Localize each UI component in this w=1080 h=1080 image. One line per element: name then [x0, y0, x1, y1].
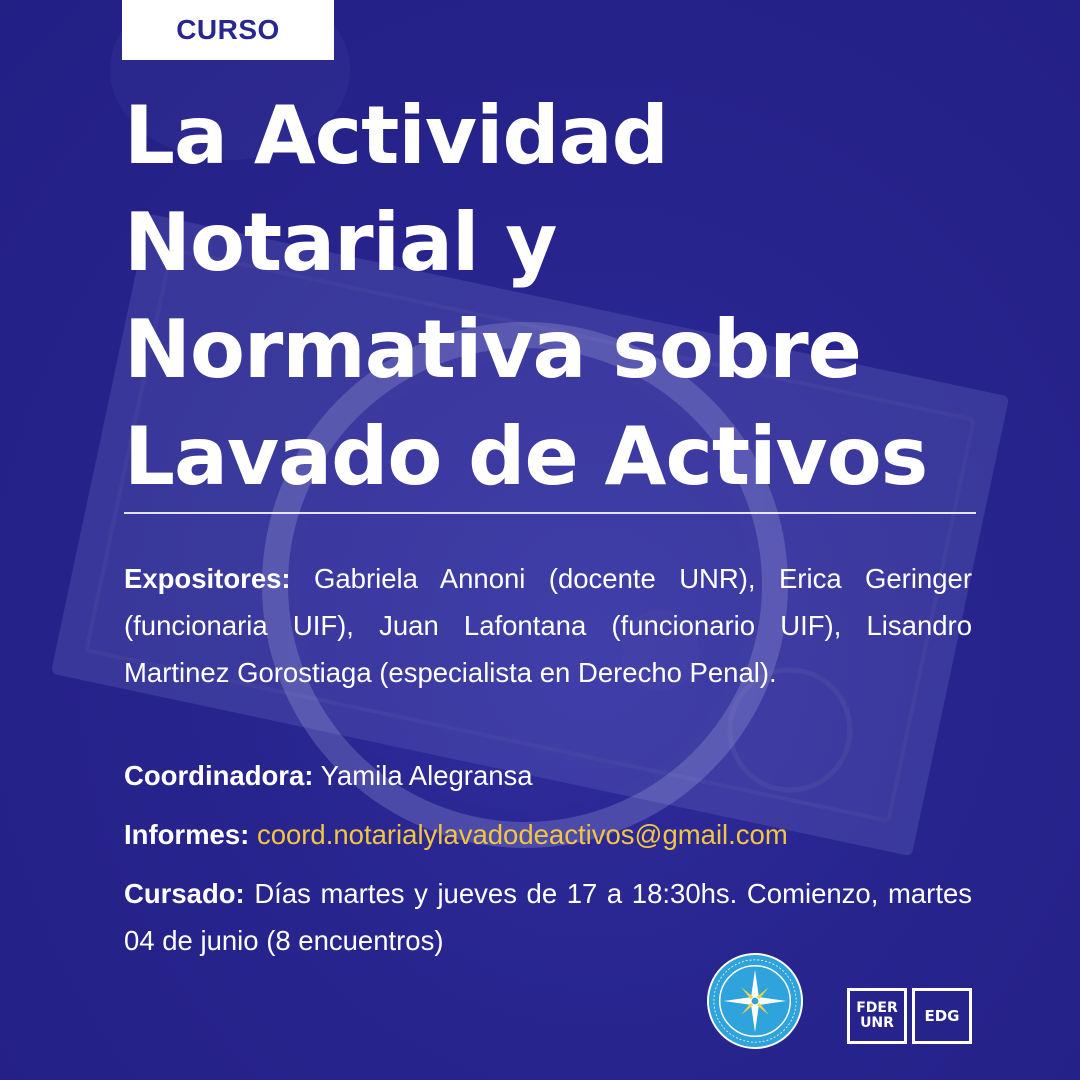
title-line: La Actividad [124, 89, 668, 182]
course-title [124, 82, 1024, 510]
edg-logo-text: EDG [924, 1006, 960, 1025]
coordinadora-section [124, 752, 972, 799]
fder-unr-logo [847, 988, 907, 1044]
title-line: Normativa sobre [124, 303, 861, 396]
informes-section [124, 811, 972, 858]
cursado-section [124, 870, 972, 964]
title-line: Lavado de Activos [124, 410, 928, 503]
expositores-section [124, 555, 972, 696]
informes-label: Informes: [124, 819, 250, 850]
course-tag: CURSO [122, 0, 334, 60]
edg-logo [912, 988, 972, 1044]
contact-email-link[interactable]: coord.notarialylavadodeactivos@gmail.com [256, 819, 788, 850]
coordinadora-text: Yamila Alegransa [320, 760, 533, 791]
expositores-label: Expositores: [124, 563, 291, 594]
uif-seal-logo [706, 952, 804, 1050]
fder-logo-line: FDER [856, 1000, 898, 1016]
unr-logo-line: UNR [860, 1015, 894, 1031]
coordinadora-label: Coordinadora: [124, 760, 314, 791]
cursado-text: Días martes y jueves de 17 a 18:30hs. Comienzo, martes 04 de junio (8 encuentros) [124, 878, 973, 956]
cursado-label: Cursado: [124, 878, 245, 909]
expositores-text: Gabriela Annoni (docente UNR), Erica Geringer (funcionaria UIF), Juan Lafontana (funcionario UIF), Lisandro Martinez Gorostiaga (especialista en Derecho Penal). [124, 563, 972, 688]
title-line: Notarial y [124, 196, 557, 289]
divider [124, 512, 976, 514]
